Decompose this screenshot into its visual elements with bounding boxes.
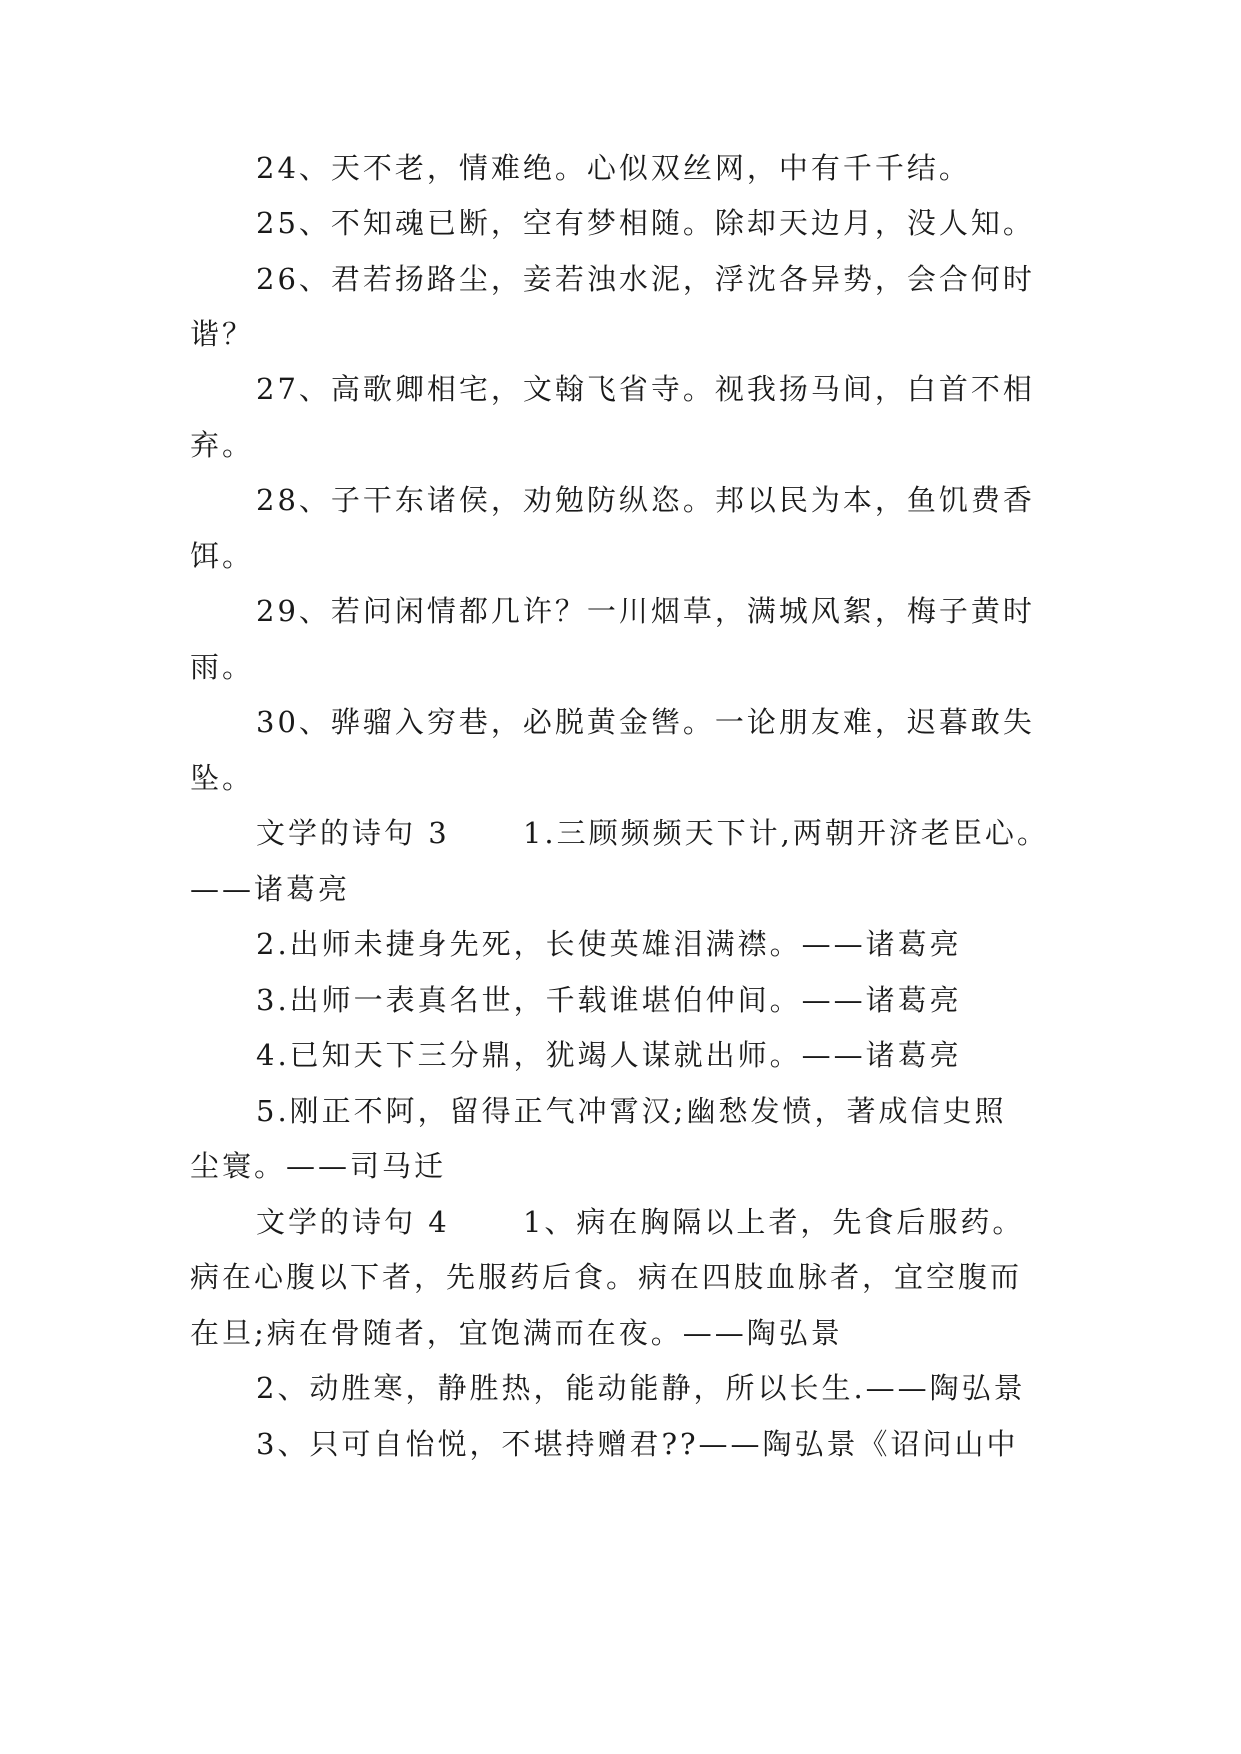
text-line: 在旦;病在骨随者，宜饱满而在夜。——陶弘景 — [190, 1316, 843, 1350]
text-line: 坠。 — [190, 761, 255, 795]
text-line: 谐？ — [190, 317, 255, 351]
text-line: 雨。 — [190, 650, 255, 684]
text-line: 4.已知天下三分鼎，犹竭人谋就出师。——诸葛亮 — [256, 1038, 962, 1072]
text-line: 30、骅骝入穷巷，必脱黄金辔。一论朋友难，迟暮敢失 — [256, 705, 1035, 739]
text-line: 弃。 — [190, 428, 255, 462]
text-line: 3.出师一表真名世，千载谁堪伯仲间。——诸葛亮 — [256, 983, 962, 1017]
text-line: 5.刚正不阿，留得正气冲霄汉;幽愁发愤，著成信史照 — [256, 1094, 1007, 1128]
text-line: 26、君若扬路尘，妾若浊水泥，浮沈各异势，会合何时 — [256, 262, 1035, 296]
text-line: 2.出师未捷身先死，长使英雄泪满襟。——诸葛亮 — [256, 927, 962, 961]
text-line: 3、只可自怡悦，不堪持赠君??——陶弘景《诏问山中 — [256, 1427, 1019, 1461]
text-line: 饵。 — [190, 539, 255, 573]
text-line: 尘寰。——司马迁 — [190, 1149, 447, 1183]
section-heading-line: 文学的诗句 4 1、病在胸隔以上者，先食后服药。 — [256, 1205, 1025, 1239]
text-line: 2、动胜寒，静胜热，能动能静，所以长生.——陶弘景 — [256, 1371, 1026, 1405]
text-line: 病在心腹以下者，先服药后食。病在四肢血脉者，宜空腹而 — [190, 1260, 1023, 1294]
text-line: 29、若问闲情都几许？一川烟草，满城风絮，梅子黄时 — [256, 594, 1035, 628]
text-line: 24、天不老，情难绝。心似双丝网，中有千千结。 — [256, 151, 971, 185]
text-line: 28、子干东诸侯，劝勉防纵恣。邦以民为本，鱼饥费香 — [256, 483, 1035, 517]
section-heading-line: 文学的诗句 3 1.三顾频频天下计,两朝开济老臣心。 — [256, 816, 1049, 850]
text-line: ——诸葛亮 — [190, 872, 351, 906]
text-line: 27、高歌卿相宅，文翰飞省寺。视我扬马间，白首不相 — [256, 372, 1035, 406]
text-line: 25、不知魂已断，空有梦相随。除却天边月，没人知。 — [256, 206, 1035, 240]
